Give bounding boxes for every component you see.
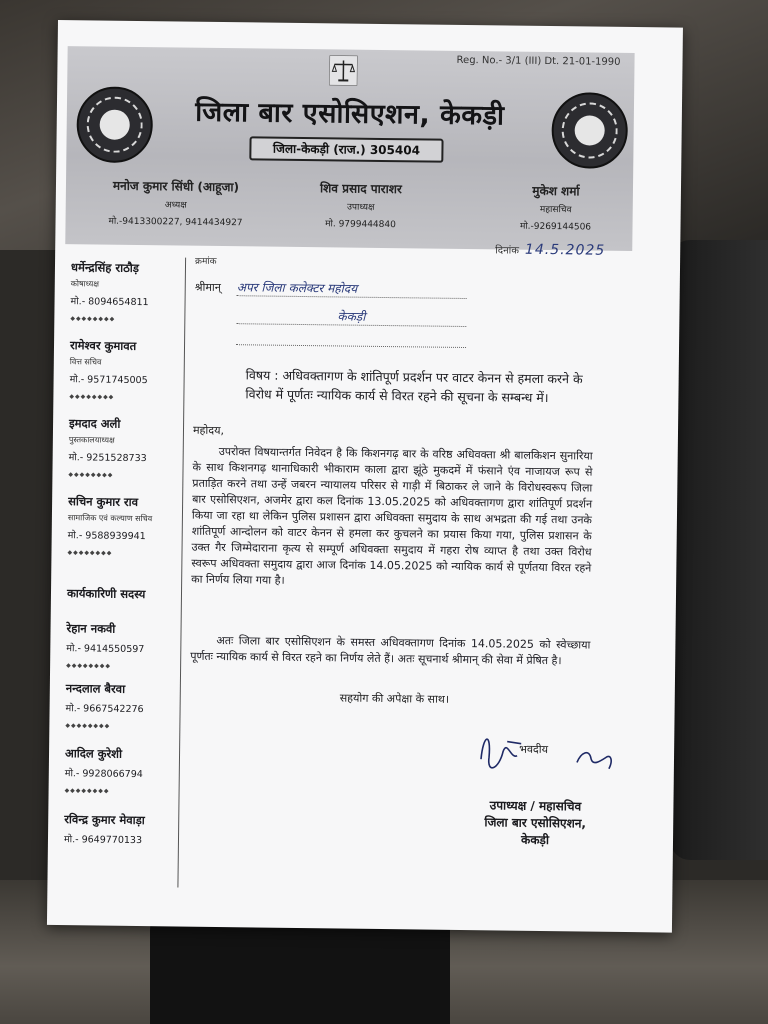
member-finance-secretary: रामेश्वर कुमावत वित्त सचिव मो.- 9571745005 ◆◆◆◆◆◆◆◆ xyxy=(69,338,148,401)
executive-member: रेहान नकवी मो.- 9414550597 ◆◆◆◆◆◆◆◆ xyxy=(66,621,145,670)
registration-number: Reg. No.- 3/1 (III) Dt. 21-01-1990 xyxy=(456,54,621,68)
bar-association-seal-left-icon xyxy=(76,86,153,163)
bar-association-seal-right-icon xyxy=(551,92,628,169)
date-line: दिनांक 14.5.2025 xyxy=(495,241,606,259)
executive-member: आदिल कुरेशी मो.- 9928066794 ◆◆◆◆◆◆◆◆ xyxy=(64,746,143,795)
addressee-line-2: केकड़ी xyxy=(236,306,466,327)
letterhead xyxy=(65,46,634,251)
reference-number-label: क्रमांक xyxy=(194,256,217,267)
office-bearers-sidebar xyxy=(57,256,186,887)
member-social-welfare-secretary: सचिन कुमार राव सामाजिक एवं कल्याण सचिव मो.- 9588939941 ◆◆◆◆◆◆◆◆ xyxy=(67,494,153,557)
organization-name: जिला बार एसोसिएशन, केकड़ी xyxy=(195,96,505,132)
member-librarian: इमदाद अली पुस्तकालयाध्यक्ष मो.- 9251528733 ◆◆◆◆◆◆◆◆ xyxy=(68,416,147,479)
salutation: महोदय, xyxy=(192,423,225,438)
signatory-block: उपाध्यक्ष / महासचिव जिला बार एसोसिएशन, केकड़ी xyxy=(484,798,587,848)
officer-general-secretary: मुकेश शर्मा महासचिव मो.-9269144506 xyxy=(519,183,592,233)
closing-request: सहयोग की अपेक्षा के साथ। xyxy=(339,691,450,706)
chair-backrest xyxy=(670,240,768,860)
officer-vice-president: शिव प्रसाद पाराशर उपाध्यक्ष मो. 9799444840 xyxy=(320,181,402,231)
addressee-line-1: अपर जिला कलेक्टर महोदय xyxy=(237,278,467,299)
scales-of-justice-icon xyxy=(329,55,357,85)
paragraph-2: अतः जिला बार एसोसिएशन के समस्त अधिवक्तागण दिनांक 14.05.2025 को स्वेच्छाया पूर्णतः न्यायिक कार्य से विरत रहने का निर्णय लेते हैं। अतः सूचनार्थ श्रीमान् की सेवा में प्रेषित है। xyxy=(190,633,591,668)
executive-members-heading: कार्यकारिणी सदस्य xyxy=(66,586,146,602)
member-treasurer: धर्मेन्द्रसिंह राठौड़ कोषाध्यक्ष मो.- 8094654811 ◆◆◆◆◆◆◆◆ xyxy=(70,260,149,323)
executive-member: नन्दलाल बैरवा मो.- 9667542276 ◆◆◆◆◆◆◆◆ xyxy=(65,681,144,730)
officer-president: मनोज कुमार सिंधी (आहूजा) अध्यक्ष मो.-9413300227, 9414434927 xyxy=(108,178,243,229)
paragraph-1: उपरोक्त विषयान्तर्गत निवेदन है कि किशनगढ़ बार के वरिष्ठ अधिवक्ता श्री बालकिशन सुनारिया के साथ किशनगढ़ थानाधिकारी भीकाराम काला द्वारा झूंठे मुकदमें में फंसाने एंव नाजायज रूप से प्रताड़ित करने तथा उन्हें जबरन न्यायालय परिसर से गाड़ी में बिठाकर ले जाने के विरोधस्वरूप जिला बार एसोसिएशन, अजमेर द्वारा कल दिनांक 13.05.2025 को अधिवक्तागण द्वारा शांतिपूर्ण प्रदर्शन किया जा रहा था लेकिन पुलिस प्रशासन द्वारा अधिवक्ता समुदाय के साथ अभद्रता की गई तथा उनके शांतिपूर्ण आन्दोलन को वाटर केनन से हमला कर कुचलने का प्रयास किया गया, पुलिस प्रशासन के उक्त गैर जिम्मेदाराना कृत्य से सम्पूर्ण अधिवक्ता समुदाय में गहरा रोष व्याप्त है तथा उक्त विरोध स्वरूप अधिवक्ता समुदाय द्वारा आज दिनांक 14.05.2025 को न्यायिक कार्य से पूर्णतया विरत रहने का निर्णय लिया गया है। xyxy=(191,444,593,587)
organization-address: जिला-केकड़ी (राज.) 305404 xyxy=(249,136,443,162)
letter-paper xyxy=(47,20,683,933)
executive-member: रविन्द्र कुमार मेवाड़ा मो.- 9649770133 xyxy=(63,812,145,847)
addressee-line-3 xyxy=(236,330,466,348)
addressee-salutation: श्रीमान् xyxy=(194,280,221,295)
yours-faithfully: भवदीय xyxy=(519,742,549,757)
subject: विषय : अधिवक्तागण के शांतिपूर्ण प्रदर्शन पर वाटर केनन से हमला करने के विरोध में पूर्णतः न्यायिक कार्य से विरत रहने की सूचना के सम्बन्ध में। xyxy=(245,367,583,406)
